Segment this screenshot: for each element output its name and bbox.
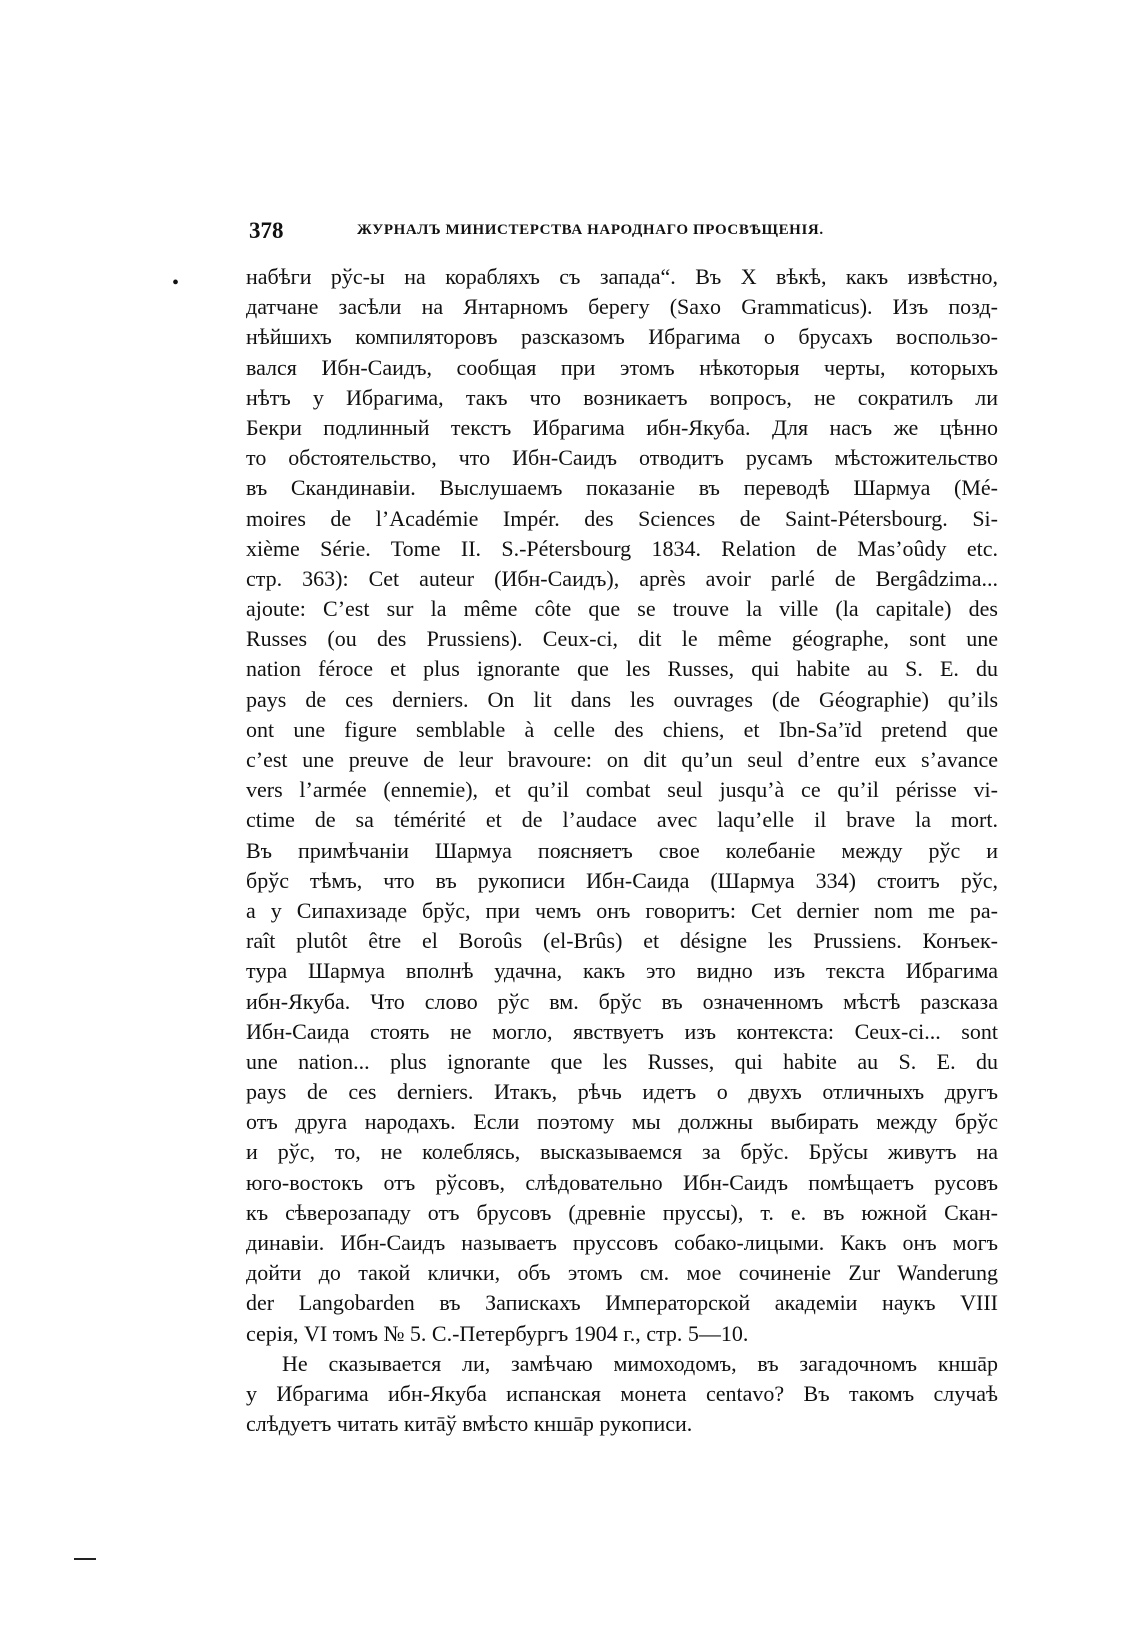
text-line: стр. 363): Cet auteur (Ибн-Саидъ), après avoir parlé de Bergâdzima... (246, 565, 998, 591)
text-line: ajoute: C’est sur la même côte que se trouve la ville (la capitale) des (246, 596, 998, 622)
text-line: тура Шармуа вполнѣ удачна, какъ это видно изъ текста Ибрагима (246, 958, 998, 984)
page-header (249, 218, 881, 248)
text-line: динавіи. Ибн-Саидъ называетъ пруссовъ собако-лицыми. Какъ онъ могъ (246, 1230, 998, 1255)
text-line: ctime de sa témérité et de l’audace avec laqu’elle il brave la mort. (246, 807, 998, 833)
margin-dot: • (172, 272, 180, 294)
text-line: нѣтъ у Ибрагима, такъ что возникаетъ вопросъ, не сократилъ ли (246, 384, 998, 410)
text-line: вался Ибн-Саидъ, сообщая при этомъ нѣкоторыя черты, которыхъ (246, 354, 998, 380)
text-line: ибн-Якуба. Что слово рўс вм. брўс въ означенномъ мѣстѣ разсказа (246, 988, 998, 1014)
text-line: датчане засѣли на Янтарномъ берегу (Saxo Grammaticus). Изъ позд- (246, 294, 998, 320)
text-line: въ Скандинавіи. Выслушаемъ показаніе въ переводѣ Шармуа (Mé- (246, 475, 998, 501)
text-line: отъ друга народахъ. Если поэтому мы должны выбирать между брўс (246, 1109, 998, 1135)
text-line: nation féroce et plus ignorante que les Russes, qui habite au S. E. du (246, 656, 998, 682)
text-line: Въ примѣчаніи Шармуа поясняетъ свое колебаніе между рўс и (246, 837, 998, 863)
text-line: нѣйшихъ компиляторовъ разсказомъ Ибрагима о брусахъ воспользо- (246, 324, 998, 350)
text-line: серія, VI томъ № 5. С.-Петербургъ 1904 г., стр. 5—10. (246, 1320, 749, 1346)
text-line: pays de ces derniers. Итакъ, рѣчь идетъ о двухъ отличныхъ другъ (246, 1079, 998, 1105)
text-line: къ сѣверозападу отъ брусовъ (древніе пруссы), т. е. въ южной Скан- (246, 1199, 998, 1225)
text-line: vers l’armée (ennemie), et qu’il combat seul jusqu’à ce qu’il périsse vi- (246, 777, 998, 803)
text-line: Не сказывается ли, замѣчаю мимоходомъ, въ загадочномъ кншāр (282, 1350, 998, 1376)
body-text (246, 262, 998, 1439)
text-line: брўс тѣмъ, что въ рукописи Ибн-Саида (Шармуа 334) стоитъ рўс, (246, 867, 998, 893)
text-line: и рўс, то, не колеблясь, высказываемся за брўс. Брўсы живутъ на (246, 1139, 998, 1165)
text-line: слѣдуетъ читать китāў вмѣсто кншāр рукописи. (246, 1411, 693, 1437)
text-line: pays de ces derniers. On lit dans les ouvrages (de Géographie) qu’ils (246, 686, 998, 712)
text-line: дойти до такой клички, объ этомъ см. мое сочиненіе Zur Wanderung (246, 1260, 998, 1286)
text-line: а у Сипахизаде брўс, при чемъ онъ говоритъ: Cet dernier nom me pa- (246, 897, 998, 923)
text-line: у Ибрагима ибн-Якуба испанская монета centavo? Въ такомъ случаѣ (246, 1380, 998, 1406)
text-line: Russes (ou des Prussiens). Ceux-ci, dit le même géographe, sont une (246, 626, 998, 652)
page-number: 378 (249, 218, 284, 243)
text-line: ont une figure semblable à celle des chiens, et Ibn-Sa’ïd pretend que (246, 716, 998, 742)
text-line: c’est une preuve de leur bravoure: on dit qu’un seul d’entre eux s’avance (246, 747, 998, 772)
text-line: xième Série. Tome II. S.-Pétersbourg 1834. Relation de Mas’oûdy etc. (246, 535, 998, 561)
text-line: Ибн-Саида стоять не могло, явствуетъ изъ контекста: Ceux-ci... sont (246, 1018, 998, 1044)
text-line: une nation... plus ignorante que les Russes, qui habite au S. E. du (246, 1048, 998, 1074)
scan-mark (74, 1558, 96, 1560)
text-line: moires de l’Académie Impér. des Sciences de Saint-Pétersbourg. Si- (246, 505, 998, 531)
text-line: raît plutôt être el Boroûs (el-Brûs) et désigne les Prussiens. Конъек- (246, 928, 998, 954)
text-line: набѣги рўс-ы на корабляхъ съ запада“. Въ X вѣкѣ, какъ извѣстно, (246, 264, 998, 289)
text-line: юго-востокъ отъ рўсовъ, слѣдовательно Ибн-Саидъ помѣщаетъ русовъ (246, 1169, 998, 1195)
text-line: то обстоятельство, что Ибн-Саидъ отводитъ русамъ мѣстожительство (246, 445, 998, 471)
running-head: ЖУРНАЛЪ МИНИСТЕРСТВА НАРОДНАГО ПРОСВѢЩЕНІЯ. (357, 222, 824, 238)
text-line: Бекри подлинный текстъ Ибрагима ибн-Якуба. Для насъ же цѣнно (246, 414, 998, 440)
text-line: der Langobarden въ Запискахъ Императорской академіи наукъ VIII (246, 1290, 998, 1316)
